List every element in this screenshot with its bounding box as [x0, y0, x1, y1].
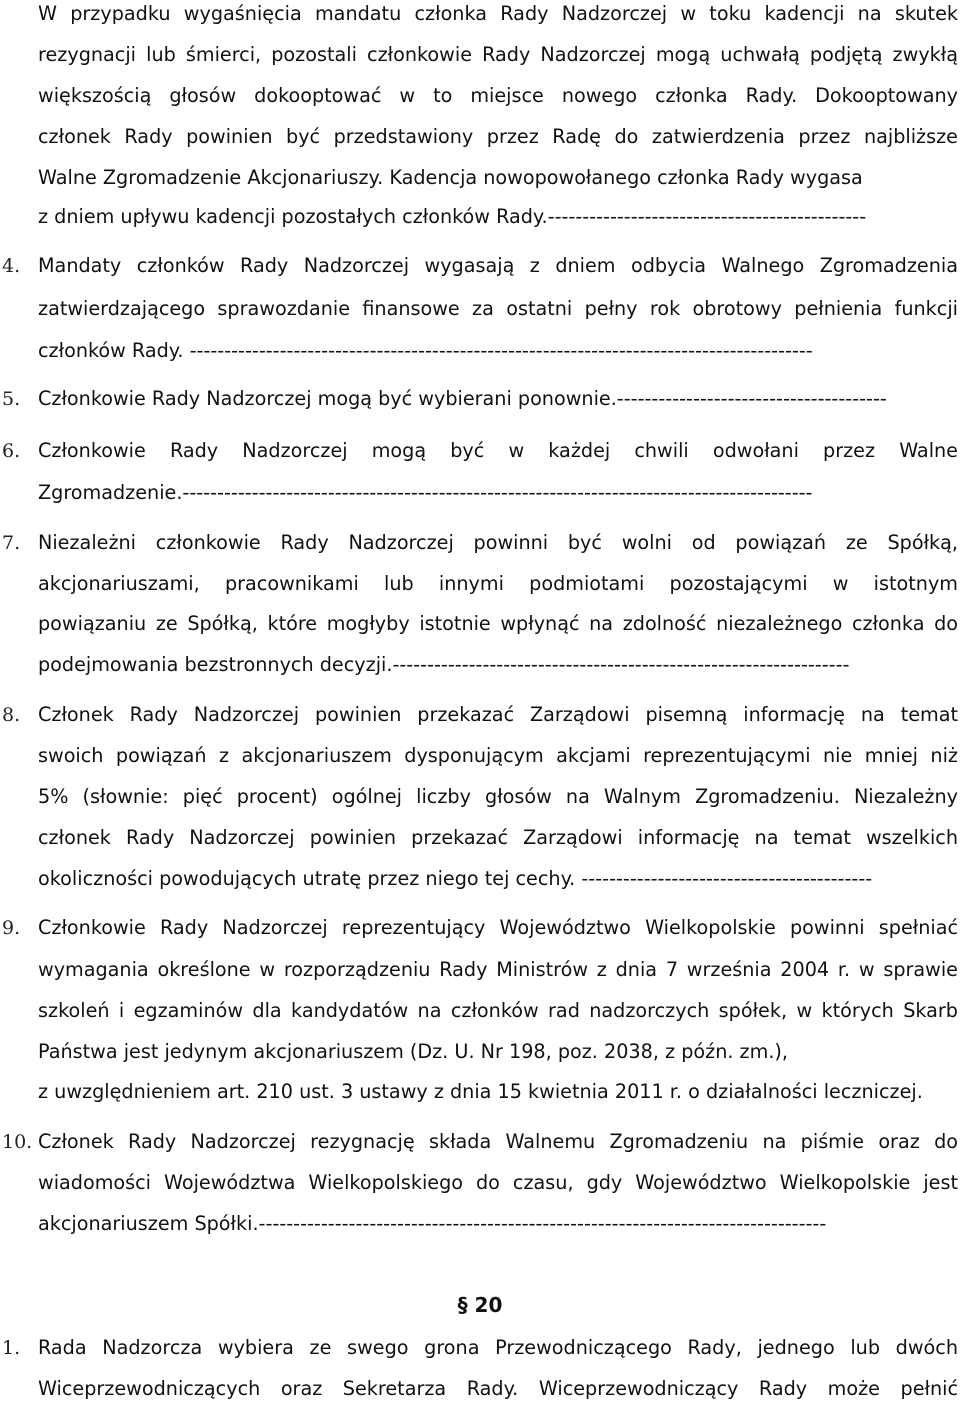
text-line: okoliczności powodujących utratę przez niego tej cechy. ------------------------------------------ [38, 867, 873, 890]
text-line: Członek Rady Nadzorczej powinien przekazać Zarządowi pisemną informację na temat [38, 703, 958, 726]
list-item-number: 1. [2, 1337, 21, 1359]
text-line: Wiceprzewodniczących oraz Sekretarza Rady. Wiceprzewodniczący Rady może pełnić [38, 1377, 958, 1400]
text-line: członków Rady. ------------------------------------------------------------------------------------------ [38, 339, 813, 362]
text-line: zatwierdzającego sprawozdanie finansowe za ostatni pełny rok obrotowy pełnienia funkcji [38, 297, 958, 320]
text-line: Walne Zgromadzenie Akcjonariuszy. Kadencja nowopowołanego członka Rady wygasa [38, 166, 863, 189]
text-line: wymagania określone w rozporządzeniu Rady Ministrów z dnia 7 września 2004 r. w sprawie [38, 958, 958, 981]
text-line: Członkowie Rady Nadzorczej mogą być wybierani ponownie.--------------------------------------- [38, 387, 887, 410]
text-line: W przypadku wygaśnięcia mandatu członka Rady Nadzorczej w toku kadencji na skutek [38, 2, 958, 25]
text-line: powiązaniu ze Spółką, które mogłyby istotnie wpłynąć na zdolność niezależnego członka do [38, 612, 958, 635]
text-line: wiadomości Województwa Wielkopolskiego do czasu, gdy Województwo Wielkopolskie jest [38, 1171, 958, 1194]
text-line: Zgromadzenie.------------------------------------------------------------------------------------------- [38, 481, 813, 504]
text-line: rezygnacji lub śmierci, pozostali członkowie Rady Nadzorczej mogą uchwałą podjętą zwykłą [38, 43, 958, 66]
text-line: Państwa jest jedynym akcjonariuszem (Dz. U. Nr 198, poz. 2038, z późn. zm.), [38, 1040, 788, 1063]
text-line: z uwzględnieniem art. 210 ust. 3 ustawy z dnia 15 kwietnia 2011 r. o działalności leczniczej. [38, 1080, 923, 1103]
list-item-number: 6. [2, 440, 21, 462]
list-item-number: 5. [2, 388, 21, 410]
text-line: akcjonariuszami, pracownikami lub innymi podmiotami pozostającymi w istotnym [38, 572, 958, 595]
text-line: 5% (słownie: pięć procent) ogólnej liczby głosów na Walnym Zgromadzeniu. Niezależny [38, 785, 958, 808]
list-item-number: 7. [2, 532, 21, 554]
text-line: podejmowania bezstronnych decyzji.------------------------------------------------------------------ [38, 653, 850, 676]
text-line: Niezależni członkowie Rady Nadzorczej powinni być wolni od powiązań ze Spółką, [38, 531, 958, 554]
text-line: Mandaty członków Rady Nadzorczej wygasają z dniem odbycia Walnego Zgromadzenia [38, 254, 958, 277]
text-line: członek Rady Nadzorczej powinien przekazać Zarządowi informację na temat wszelkich [38, 826, 958, 849]
list-item-number: 8. [2, 704, 21, 726]
list-item-number: 9. [2, 917, 21, 939]
text-line: członek Rady powinien być przedstawiony przez Radę do zatwierdzenia przez najbliższe [38, 125, 958, 148]
text-line: Rada Nadzorcza wybiera ze swego grona Przewodniczącego Rady, jednego lub dwóch [38, 1336, 958, 1359]
section-heading: § 20 [457, 1293, 503, 1317]
text-line: z dniem upływu kadencji pozostałych członków Rady.---------------------------------------------- [38, 205, 867, 228]
list-item-number: 4. [2, 255, 21, 277]
list-item-number: 10. [2, 1131, 33, 1153]
text-line: większością głosów dokooptować w to miejsce nowego członka Rady. Dokooptowany [38, 84, 958, 107]
text-line: Członkowie Rady Nadzorczej reprezentujący Województwo Wielkopolskie powinni spełniać [38, 916, 958, 939]
text-line: Członek Rady Nadzorczej rezygnację składa Walnemu Zgromadzeniu na piśmie oraz do [38, 1130, 958, 1153]
text-line: Członkowie Rady Nadzorczej mogą być w każdej chwili odwołani przez Walne [38, 439, 958, 462]
text-line: swoich powiązań z akcjonariuszem dysponującym akcjami reprezentującymi nie mniej niż [38, 744, 958, 767]
text-line: szkoleń i egzaminów dla kandydatów na członków rad nadzorczych spółek, w których Skarb [38, 999, 958, 1022]
text-line: akcjonariuszem Spółki.---------------------------------------------------------------------------------- [38, 1212, 827, 1235]
